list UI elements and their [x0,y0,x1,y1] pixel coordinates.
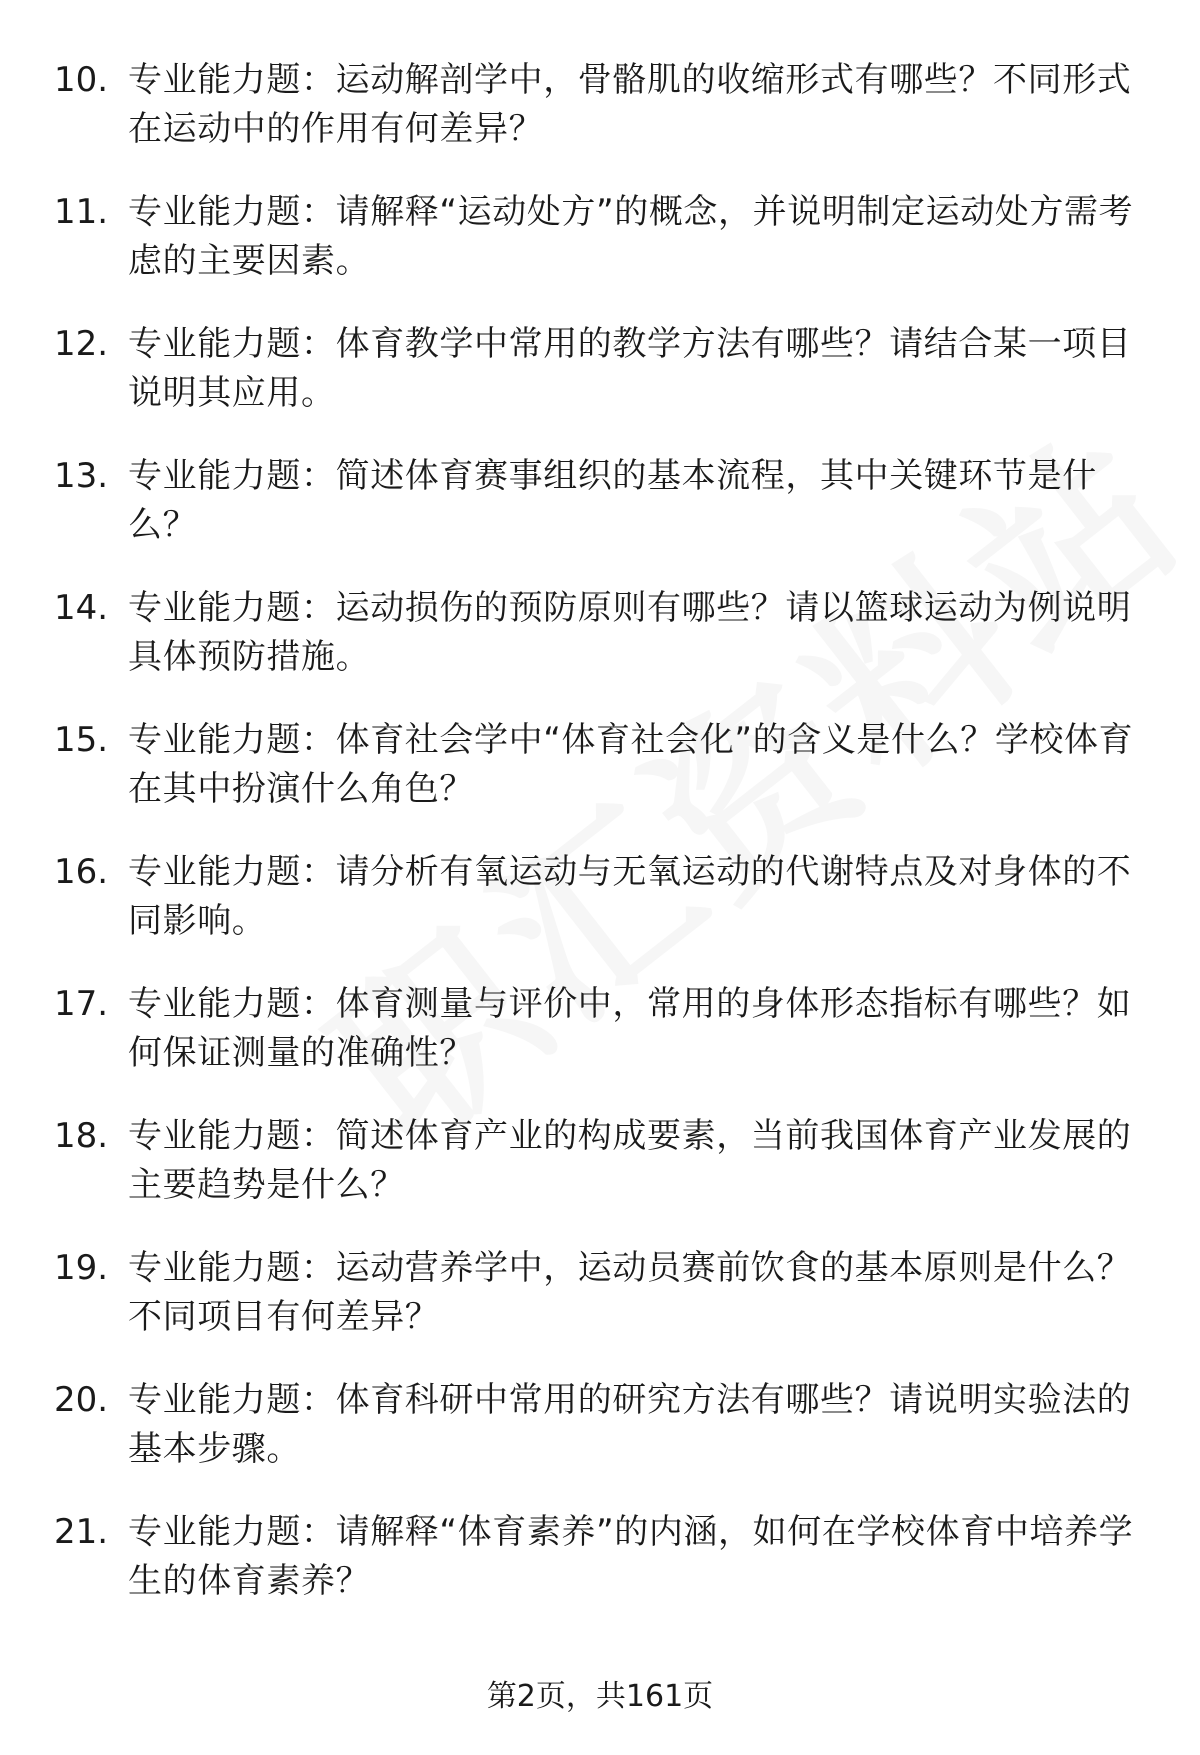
question-number: 13. [54,456,109,496]
question-item-19 [0,1244,1200,1376]
question-text: 专业能力题：简述体育赛事组织的基本流程，其中关键环节是什么？ [128,456,1097,545]
question-text: 专业能力题：简述体育产业的构成要素，当前我国体育产业发展的主要趋势是什么？ [128,1116,1132,1205]
question-list [0,56,1200,1640]
question-text: 专业能力题：体育科研中常用的研究方法有哪些？请说明实验法的基本步骤。 [128,1380,1132,1469]
question-item-10 [0,56,1200,188]
question-number: 20. [54,1380,109,1420]
question-text: 专业能力题：运动营养学中，运动员赛前饮食的基本原则是什么？不同项目有何差异？ [128,1248,1132,1337]
question-text: 专业能力题：请解释“体育素养”的内涵，如何在学校体育中培养学生的体育素养？ [128,1512,1134,1601]
question-item-13 [0,452,1200,584]
question-item-14 [0,584,1200,716]
question-number: 17. [54,984,109,1024]
question-text: 专业能力题：请分析有氧运动与无氧运动的代谢特点及对身体的不同影响。 [128,852,1132,941]
question-item-16 [0,848,1200,980]
question-number: 18. [54,1116,109,1156]
page-number-footer: 第2页，共161页 [486,1679,714,1714]
question-item-21 [0,1508,1200,1640]
question-number: 12. [54,324,109,364]
question-text: 专业能力题：运动解剖学中，骨骼肌的收缩形式有哪些？不同形式在运动中的作用有何差异？ [128,60,1132,149]
question-text: 专业能力题：体育教学中常用的教学方法有哪些？请结合某一项目说明其应用。 [128,324,1132,413]
question-number: 16. [54,852,109,892]
question-item-11 [0,188,1200,320]
question-item-20 [0,1376,1200,1508]
question-number: 10. [54,60,109,100]
question-text: 专业能力题：体育社会学中“体育社会化”的含义是什么？学校体育在其中扮演什么角色？ [128,720,1134,809]
question-number: 11. [54,192,109,232]
question-text: 专业能力题：运动损伤的预防原则有哪些？请以篮球运动为例说明具体预防措施。 [128,588,1132,677]
question-item-18 [0,1112,1200,1244]
question-item-17 [0,980,1200,1112]
question-text: 专业能力题：请解释“运动处方”的概念，并说明制定运动处方需考虑的主要因素。 [128,192,1134,281]
question-item-12 [0,320,1200,452]
question-number: 21. [54,1512,109,1552]
question-item-15 [0,716,1200,848]
question-text: 专业能力题：体育测量与评价中，常用的身体形态指标有哪些？如何保证测量的准确性？ [128,984,1132,1073]
question-number: 14. [54,588,109,628]
question-number: 19. [54,1248,109,1288]
question-number: 15. [54,720,109,760]
